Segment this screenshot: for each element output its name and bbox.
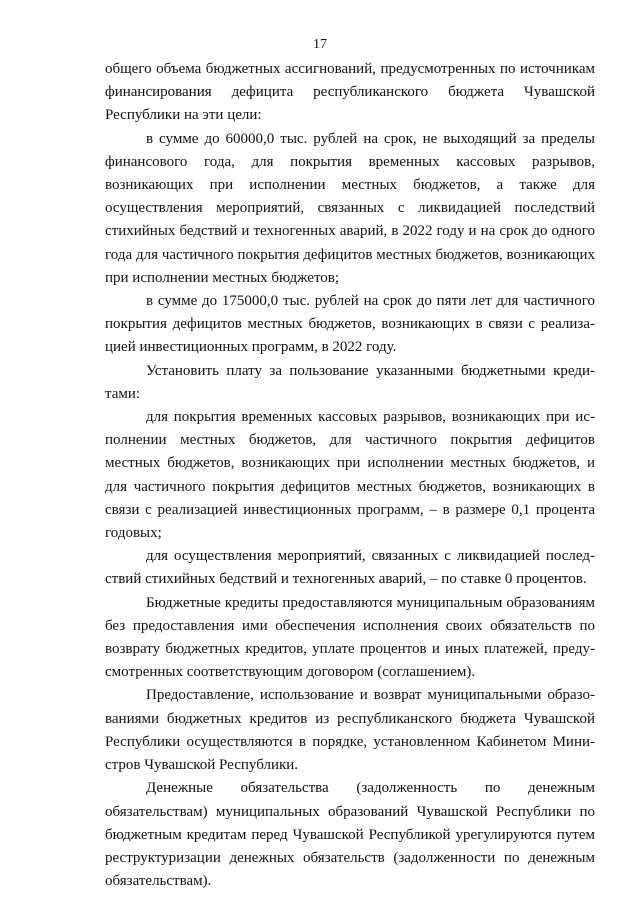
paragraph-1: общего объема бюджетных ассигнований, предусмотренных по источникам финансирования дефицита республиканского бюджета Чувашской Республики на эти цели: (105, 61, 595, 124)
document-body (105, 58, 595, 893)
paragraph-7: Бюджетные кредиты предоставляются муниципальным образованиям без предоставления ими обеспечения исполнения своих обязательств по возврату бюджетных кредитов, уплате процентов и иных платежей, предусмотренных соответствующим договором (соглашением). (105, 594, 595, 681)
paragraph-4: Установить плату за пользование указанными бюджетными кредитами: (105, 362, 595, 402)
paragraph-2: в сумме до 60000,0 тыс. рублей на срок, не выходящий за пределы финансового года, для покрытия временных кассовых разрывов, возникающих при исполнении местных бюджетов, а также для осуществления мероприятий, связанных с ликвидацией последствий стихийных бедствий и техногенных аварий, в 2022 году и на срок до одного года для частичного покрытия дефицитов местных бюджетов, возникающих при исполнении местных бюджетов; (105, 130, 595, 286)
paragraph-5: для покрытия временных кассовых разрывов, возникающих при исполнении местных бюджетов, для частичного покрытия дефицитов местных бюджетов, возникающих при исполнении местных бюджетов, и для частичного покрытия дефицитов местных бюджетов, возникающих в связи с реализацией инвестиционных программ, – в размере 0,1 процента годовых; (105, 409, 595, 542)
paragraph-8: Предоставление, использование и возврат муниципальными образованиями бюджетных кредитов из республиканского бюджета Чувашской Республики осуществляются в порядке, установленном Кабинетом Министров Чувашской Республики. (105, 687, 595, 774)
paragraph-6: для осуществления мероприятий, связанных с ликвидацией последствий стихийных бедствий и техногенных аварий, – по ставке 0 процентов. (105, 548, 595, 588)
paragraph-9: Денежные обязательства (задолженность по денежным обязательствам) муниципальных образований Чувашской Республики по бюджетным кредитам перед Чувашской Республикой урегулируются путем реструктуризации денежных обязательств (задолженности по денежным обязательствам). (105, 780, 595, 890)
paragraph-3: в сумме до 175000,0 тыс. рублей на срок до пяти лет для частичного покрытия дефицитов местных бюджетов, возникающих в связи с реализацией инвестиционных программ, в 2022 году. (105, 293, 595, 356)
page-number: 17 (313, 37, 327, 52)
